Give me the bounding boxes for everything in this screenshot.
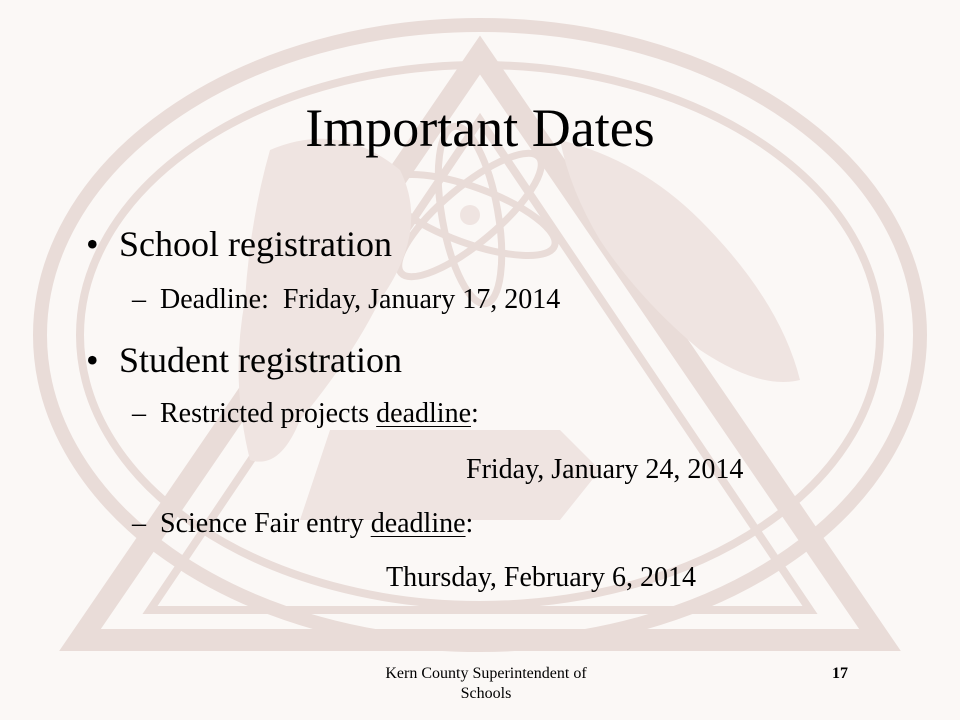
- bullet-label: School registration: [119, 224, 392, 264]
- footer-organization: [354, 664, 618, 704]
- bullet-dot: •: [86, 340, 99, 380]
- subitem-underlined-word: deadline: [376, 398, 471, 429]
- subitem-school-deadline: [132, 284, 560, 316]
- bullet-dot: •: [86, 224, 99, 264]
- bullet-school-registration: [86, 224, 392, 264]
- subitem-restricted-projects: [132, 398, 479, 430]
- page-number: 17: [832, 665, 848, 682]
- subitem-dash: –: [132, 508, 146, 539]
- bullet-student-registration: [86, 340, 402, 380]
- footer-line-1: Kern County Superintendent of: [385, 665, 587, 682]
- subitem-colon: :: [471, 398, 479, 429]
- subitem-dash: –: [132, 398, 146, 429]
- subitem-text: Science Fair entry: [160, 508, 371, 539]
- science-fair-date: Thursday, February 6, 2014: [386, 562, 697, 593]
- subitem-text: Restricted projects: [160, 398, 377, 429]
- slide-title: Important Dates: [305, 98, 655, 158]
- bullet-label: Student registration: [119, 340, 402, 380]
- restricted-projects-date: Friday, January 24, 2014: [466, 454, 744, 485]
- subitem-dash: –: [132, 284, 146, 315]
- subitem-underlined-word: deadline: [370, 508, 466, 539]
- subitem-text: Deadline: Friday, January 17, 2014: [160, 284, 561, 315]
- subitem-colon: :: [465, 508, 474, 539]
- footer-line-2: Schools: [460, 685, 512, 702]
- subitem-science-fair-entry: [132, 508, 473, 540]
